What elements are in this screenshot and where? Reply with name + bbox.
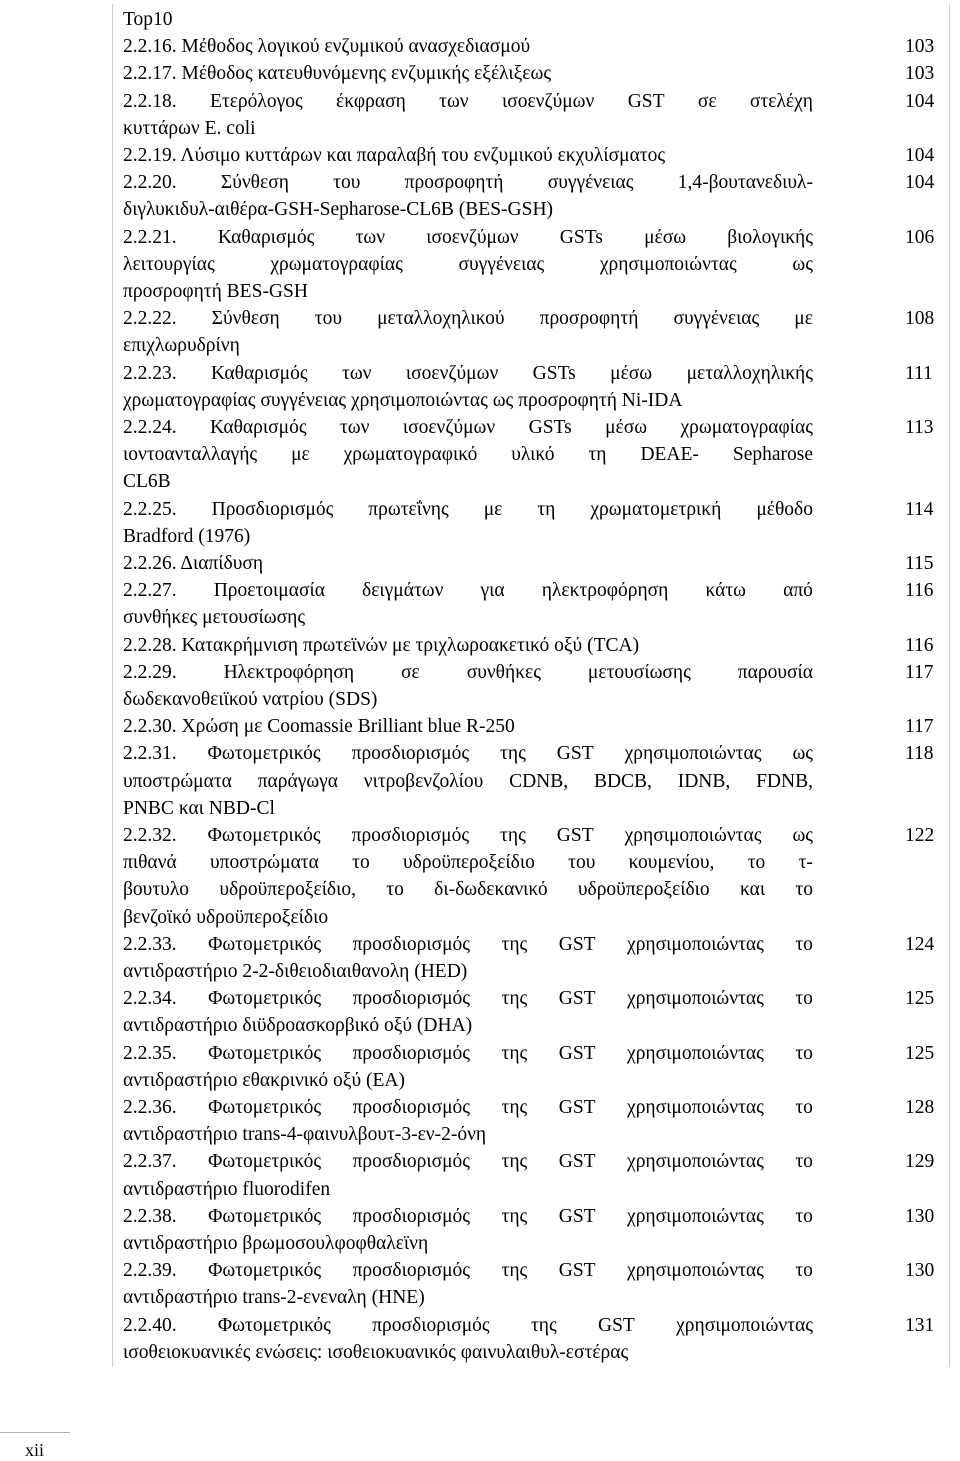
toc-entry-line: 2.2.24. Καθαρισμός των ισοενζύμων GSTs μέσω χρωματογραφίας [123,417,813,438]
toc-entry-line: αντιδραστήριο εθακρινικό οξύ (EA) [123,1069,405,1091]
toc-entry-line: 2.2.30. Χρώση με Coomassie Brilliant blue R-250 [123,716,515,738]
toc-page-number: 128 [905,1097,935,1118]
toc-entry-line: 2.2.40. Φωτομετρικός προσδιορισμός της GST χρησιμοποιώντας [123,1314,813,1336]
toc-page-number: 104 [905,172,935,194]
toc-entry-line: ιοντοανταλλαγής με χρωματογραφικό υλικό τη DEAE- Sepharose [123,444,813,466]
toc-page-number: 106 [905,226,935,248]
toc-page-number: 104 [905,90,935,112]
toc-entry-line: 2.2.38. Φωτομετρικός προσδιορισμός της GST χρησιμοποιώντας το [123,1205,813,1227]
toc-entry-line: 2.2.19. Λύσιμο κυττάρων και παραλαβή του ενζυμικού εκχυλίσματος [123,145,666,166]
toc-entry-line: αντιδραστήριο trans-2-ενεναλη (HNE) [123,1287,425,1309]
toc-entry-line: PNBC και NBD-Cl [123,797,275,819]
toc-entry-line: 2.2.21. Καθαρισμός των ισοενζύμων GSTs μέσω βιολογικής [123,226,813,248]
toc-entry-line: διγλυκιδυλ-αιθέρα-GSH-Sepharose-CL6B (BES-GSH) [123,199,554,221]
page-number: xii [25,1440,45,1460]
toc-page-number: 118 [905,743,934,765]
toc-entry-line: αντιδραστήριο trans-4-φαινυλβουτ-3-εν-2-όνη [123,1124,487,1146]
toc-entry-line: συνθήκες μετουσίωσης [123,607,306,629]
toc-entry-line: αντιδραστήριο διϋδροασκορβικό οξύ (DHA) [123,1015,473,1037]
toc-page-number: 104 [905,145,935,166]
toc-entry-line: υποστρώματα παράγωγα νιτροβενζολίου CDNB, BDCB, IDNB, FDNB, [123,770,813,792]
toc-entry-line: κυττάρων E. coli [123,117,256,139]
toc-entry-line: βουτυλο υδροϋπεροξείδιο, το δι-δωδεκανικό υδροϋπεροξείδιο και το [123,879,813,901]
toc-page-number: 130 [905,1260,935,1282]
toc-entry-line: 2.2.28. Κατακρήμνιση πρωτεϊνών με τριχλωροακετικό οξύ (TCA) [123,634,640,656]
toc-entry-line: Bradford (1976) [123,525,251,547]
toc-entry-line: 2.2.35. Φωτομετρικός προσδιορισμός της GST χρησιμοποιώντας το [123,1042,813,1064]
toc-page-number: 115 [905,553,934,574]
toc-page-number: 116 [905,634,934,656]
toc-entry-line: λειτουργίας χρωματογραφίας συγγένειας χρησιμοποιώντας ως [123,253,813,275]
toc-page-number: 111 [905,362,933,384]
toc-entry-line: αντιδραστήριο βρωμοσουλφοφθαλεϊνη [123,1233,429,1254]
toc-page-number: 122 [905,825,935,846]
toc-entry-line: αντιδραστήριο 2-2-διθειοδιαιθανολη (HED) [123,961,468,982]
toc-entry-line: χρωματογραφίας συγγένειας χρησιμοποιώντας ως προσροφητή Ni-IDA [123,389,683,411]
toc-entry-line: 2.2.39. Φωτομετρικός προσδιορισμός της GST χρησιμοποιώντας το [123,1260,813,1282]
toc-entry-line: 2.2.26. Διαπίδυση [123,553,264,574]
toc-entry-line: 2.2.29. Ηλεκτροφόρηση σε συνθήκες μετουσίωσης παρουσία [123,661,813,683]
toc-page-number: 117 [905,661,934,683]
toc-entry-line: 2.2.27. Προετοιμασία δειγμάτων για ηλεκτροφόρηση κάτω από [123,580,813,602]
toc-header: Top10 [123,9,173,30]
toc-page-number: 108 [905,308,935,330]
toc-page-number: 103 [905,63,935,85]
toc-entry-line: 2.2.25. Προσδιορισμός πρωτεΐνης με τη χρωματομετρική μέθοδο [123,498,813,520]
toc-entry-line: 2.2.32. Φωτομετρικός προσδιορισμός της GST χρησιμοποιώντας ως [123,825,813,846]
toc-page-number: 125 [905,1042,935,1064]
toc-entry-line: 2.2.33. Φωτομετρικός προσδιορισμός της GST χρησιμοποιώντας το [123,933,813,955]
toc-entry-line: πιθανά υποστρώματα το υδροϋπεροξείδιο του κουμενίου, το τ- [123,852,813,874]
toc-entry-line: δωδεκανοθειϊκού νατρίου (SDS) [123,689,378,710]
footer-rule [0,1432,70,1433]
toc-page-number: 124 [905,933,935,955]
toc-entry-line: 2.2.20. Σύνθεση του προσροφητή συγγένειας 1,4-βουτανεδιυλ- [123,172,813,194]
toc-entry-line: 2.2.36. Φωτομετρικός προσδιορισμός της GST χρησιμοποιώντας το [123,1097,813,1118]
toc-entry-line: αντιδραστήριο fluorodifen [123,1178,331,1200]
toc-entry-line: 2.2.37. Φωτομετρικός προσδιορισμός της GST χρησιμοποιώντας το [123,1151,813,1173]
toc-entry-line: 2.2.16. Μέθοδος λογικού ενζυμικού ανασχεδιασμού [123,36,531,58]
toc-page-number: 114 [905,498,934,520]
toc-page-number: 131 [905,1314,935,1336]
toc-entry-line: βενζοϊκό υδροϋπεροξείδιο [123,906,329,928]
toc-entry-line: 2.2.23. Καθαρισμός των ισοενζύμων GSTs μέσω μεταλλοχηλικής [123,362,813,384]
toc-entry-line: ισοθειοκυανικές ενώσεις: ισοθειοκυανικός φαινυλαιθυλ-εστέρας [123,1341,629,1363]
toc-page-number: 125 [905,988,935,1010]
toc-page-number: 103 [905,36,935,58]
toc-page-number: 129 [905,1151,935,1173]
toc-page-number: 117 [905,716,934,738]
toc-entry-line: 2.2.31. Φωτομετρικός προσδιορισμός της GST χρησιμοποιώντας ως [123,743,813,765]
toc-entry-line: 2.2.34. Φωτομετρικός προσδιορισμός της GST χρησιμοποιώντας το [123,988,813,1010]
toc-entry-line: επιχλωρυδρίνη [123,335,240,357]
toc-entry-line: 2.2.17. Μέθοδος κατευθυνόμενης ενζυμικής εξέλιξεως [123,63,552,85]
toc-entry-line: προσροφητή BES-GSH [123,281,308,302]
toc-page-number: 113 [905,417,934,438]
toc-page-number: 116 [905,580,934,602]
toc-page-number: 130 [905,1205,935,1227]
toc-entry-line: 2.2.18. Ετερόλογος έκφραση των ισοενζύμων GST σε στελέχη [123,90,813,112]
toc-entry-line: 2.2.22. Σύνθεση του μεταλλοχηλικού προσροφητή συγγένειας με [123,308,813,330]
toc-entry-line: CL6B [123,471,171,493]
